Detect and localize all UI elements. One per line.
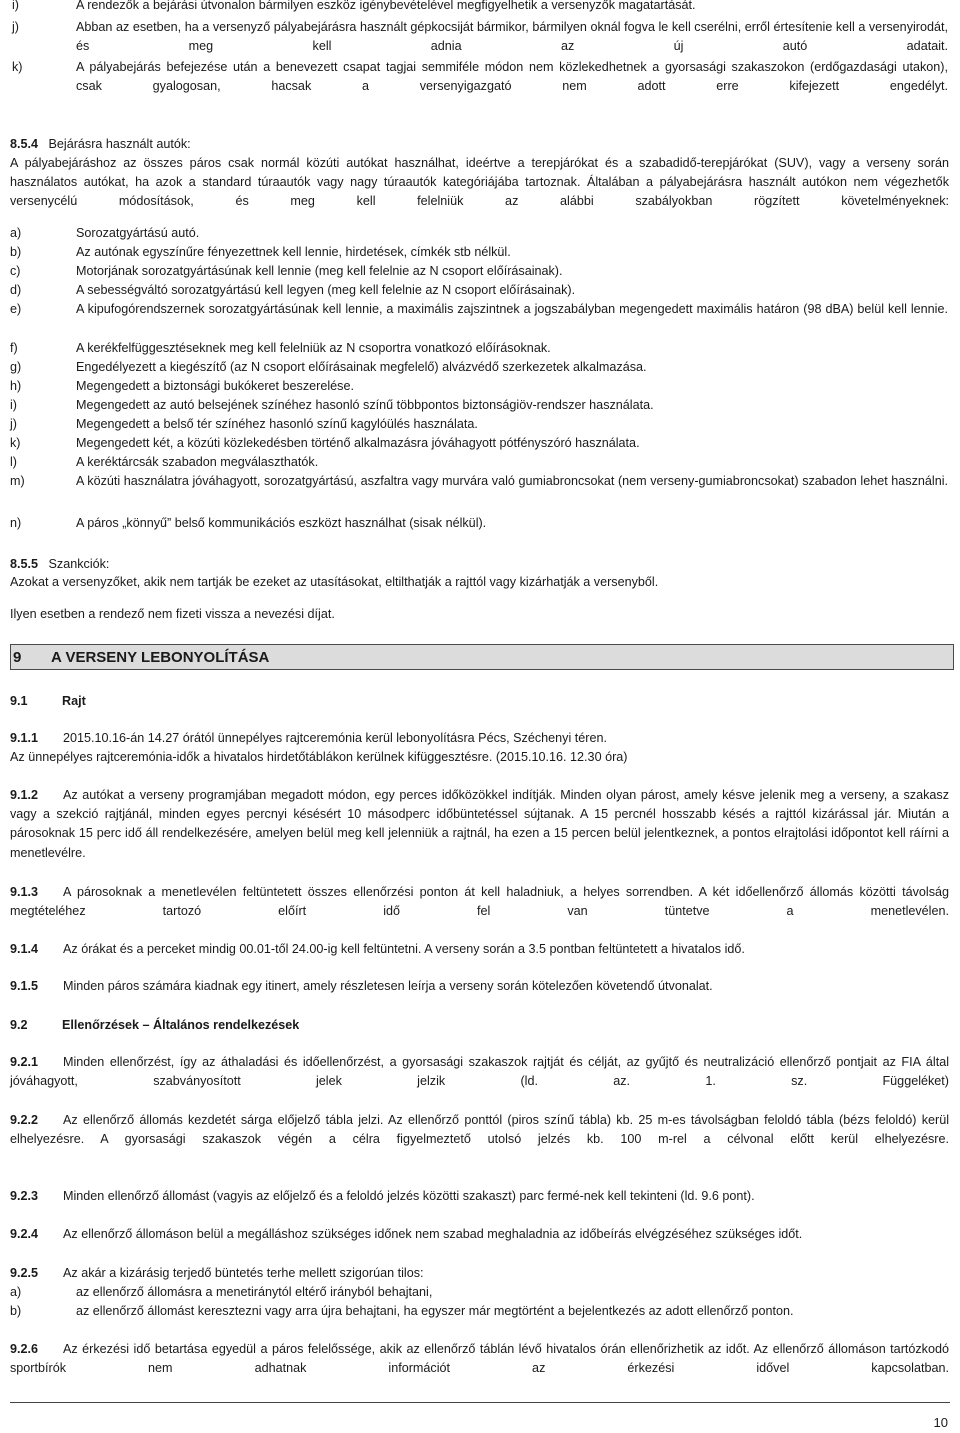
section-heading-854 (0, 135, 960, 154)
paragraph-915 (0, 977, 960, 996)
list-text: A sebességváltó sorozatgyártású kell legyen (meg kell felelnie az N csoport előírásainak). (76, 283, 576, 297)
list-label: f) (10, 341, 18, 355)
paragraph-text: Minden ellenőrzést, így az áthaladási és időellenőrzést, a gyorsasági szakaszok rajtját és célját, az gyűjtő és neutralizáció ellenőrző pontjait az FIA által jóváhagyott, szabványosított jelek jelzik (ld. az. 1. sz. Függeléket) (10, 1055, 949, 1089)
list-label: c) (10, 264, 21, 278)
paragraph-text: 2015.10.16-án 14.27 órától ünnepélyes rajtceremónia kerül lebonyolításra Pécs, Széchenyi téren. (63, 731, 607, 745)
paragraph-number: 9.2.6 (10, 1342, 39, 1356)
list-text: Abban az esetben, ha a versenyző pályabejárásra használt gépkocsiját bármikor, bármilyen oknál fogva le kell cserélni, erről értesítenie kell a versenyirodát, és meg kell adnia az új autó adatait. (76, 20, 948, 54)
paragraph-922 (0, 1111, 960, 1169)
list-label: a) (10, 226, 22, 240)
section-number: 9.2 (10, 1018, 28, 1032)
list-item (0, 262, 960, 281)
list-item (0, 18, 960, 56)
paragraph-number: 9.2.2 (10, 1113, 39, 1127)
list-text: Motorjának sorozatgyártásúnak kell lennie (meg kell felelnie az N csoport előírásainak). (76, 264, 563, 278)
paragraph-text: Az órákat és a perceket mindig 00.01-től 24.00-ig kell feltüntetni. A verseny során a 3.5 pontban feltüntetett a hivatalos idő. (63, 942, 745, 956)
page-number: 10 (933, 1415, 948, 1430)
paragraph-text: Az autókat a verseny programjában megadott módon, egy perces időközökkel indítják. Minden olyan párost, amely késve jelenik meg a verseny, a szakasz vagy a szekció rajtjánál, minden egyes percnyi késésért 10 másodperc időbüntetéssel sújtanak. A 15 percnél hosszabb késés a rajttól kizárással jár. Miután a párosoknak 15 perc idő áll rendelkezésére, amelyen belül meg kell jelenniük a rajtnál, ha ezen a 15 percen belül jelentkeznek, a pontos elrajtolási időpontot kell ráírni a menetlevélre. (10, 788, 949, 860)
list-text: Megengedett a belső tér színéhez hasonló színű kagylóülés használata. (76, 417, 478, 431)
list-text: az ellenőrző állomást keresztezni vagy arra újra behajtani, ha egyszer már megtörtént a bejelentkezés az adott ellenőrző ponton. (76, 1304, 794, 1318)
list-item (0, 1283, 960, 1302)
section-heading-855 (0, 555, 960, 574)
list-label: l) (10, 455, 17, 469)
list-item (0, 415, 960, 434)
paragraph-926 (0, 1340, 960, 1378)
list-text: A rendezők a bejárási útvonalon bármilyen eszköz igénybevételével megfigyelhetik a versenyzők magatartását. (76, 0, 696, 12)
list-label: a) (10, 1285, 22, 1299)
paragraph-921 (0, 1053, 960, 1091)
paragraph-923 (0, 1187, 960, 1206)
paragraph: Az ünnepélyes rajtceremónia-idők a hivatalos hirdetőtáblákon kerülnek kifüggesztésre. (2015.10.16. 12.30 óra) (10, 750, 628, 764)
footer-divider (10, 1402, 950, 1403)
paragraph: A pályabejáráshoz az összes páros csak normál közúti autókat használhat, ideértve a terepjárókat és a szabadidő-terepjárókat (SUV), vagy a verseny során használatos autókat, ha azok a standard túraautók vagy nagy túraautók kategóriájába tartoznak. Általában a pályabejárásra használt autókon nem végezhetők versenycélú módosítások, és meg kell felelniük az alábbi szabályokban rögzített követelményeknek: (10, 156, 949, 209)
list-text: Megengedett két, a közúti közlekedésben történő alkalmazásra jóváhagyott pótfényszóró használata. (76, 436, 640, 450)
list-item (0, 358, 960, 377)
list-item (0, 58, 960, 98)
list-text: A keréktárcsák szabadon megválaszthatók. (76, 455, 319, 469)
paragraph-912 (0, 786, 960, 864)
list-item (0, 300, 960, 338)
list-item (0, 281, 960, 300)
section-title: Bejárásra használt autók: (48, 137, 191, 151)
paragraph-text: Minden páros számára kiadnak egy itinert, amely részletesen leírja a verseny során kötelezően követendő útvonalat. (63, 979, 713, 993)
section-title: Szankciók: (48, 557, 110, 571)
paragraph: Azokat a versenyzőket, akik nem tartják be ezeket az utasításokat, eltilthatják a rajttól vagy kizárhatják a versenyből. (10, 575, 659, 589)
list-label: m) (10, 474, 25, 488)
list-label: i) (12, 0, 19, 12)
section-number: 8.5.5 (10, 557, 39, 571)
list-text: Megengedett az autó belsejének színéhez hasonló színű többpontos biztonságiöv-rendszer használata. (76, 398, 654, 412)
list-text: A pályabejárás befejezése után a benevezett csapat tagjai semmiféle módon nem közlekedhetnek a gyorsasági szakaszokon (erdőgazdasági utakon), csak gyalogosan, hacsak a versenyigazgató nem adott erre kifejezett engedélyt. (76, 60, 948, 94)
paragraph-914 (0, 940, 960, 959)
list-label: h) (10, 379, 22, 393)
paragraph-number: 9.1.1 (10, 731, 39, 745)
paragraph-number: 9.2.1 (10, 1055, 39, 1069)
list-text: Megengedett a biztonsági bukókeret beszerelése. (76, 379, 354, 393)
chapter-heading (10, 644, 954, 670)
chapter-number: 9 (13, 649, 22, 666)
list-label: g) (10, 360, 22, 374)
paragraph-number: 9.1.2 (10, 788, 39, 802)
list-text: A kerékfelfüggesztéseknek meg kell felelniük az N csoportra vonatkozó előírásoknak. (76, 341, 551, 355)
list-label: i) (10, 398, 17, 412)
list-item (0, 224, 960, 243)
paragraph-911 (0, 729, 960, 748)
list-item (0, 243, 960, 262)
list-item (0, 472, 960, 510)
list-label: d) (10, 283, 22, 297)
list-text: A páros „könnyű” belső kommunikációs eszközt használhat (sisak nélkül). (76, 516, 487, 530)
paragraph-text: Az ellenőrző állomáson belül a megálláshoz szükséges időnek nem szabad meghaladnia az időbeírás elvégzéséhez szükséges időt. (63, 1227, 803, 1241)
section-title: Ellenőrzések – Általános rendelkezések (62, 1018, 300, 1032)
list-text: Sorozatgyártású autó. (76, 226, 200, 240)
list-item (0, 434, 960, 453)
section-title: Rajt (62, 694, 86, 708)
section-number: 9.1 (10, 694, 28, 708)
list-item (0, 339, 960, 358)
list-text: az ellenőrző állomásra a menetiránytól eltérő irányból behajtani, (76, 1285, 433, 1299)
paragraph-text: A párosoknak a menetlevélen feltüntetett összes ellenőrzési ponton át kell haladniuk, a helyes sorrendben. A két időellenőrző állomás közötti távolság megtételéhez tartozó előírt idő fel van tüntetve a menetlevélen. (10, 885, 949, 919)
section-number: 8.5.4 (10, 137, 39, 151)
paragraph-924 (0, 1225, 960, 1244)
list-label: j) (12, 20, 19, 34)
paragraph-text: Az ellenőrző állomás kezdetét sárga előjelző tábla jelzi. Az ellenőrző ponttól (piros színű tábla) kb. 25 m-es távolságban feloldó tábla (bézs feloldó) kerül elhelyezésre. A gyorsasági szakaszok végén a célra figyelmeztető utolsó jelzés kb. 100 m-rel a célvonal előtt kerül elhelyezésre. (10, 1113, 949, 1147)
section-heading-91 (0, 692, 960, 711)
list-item (0, 1302, 960, 1321)
section-heading-92 (0, 1016, 960, 1035)
list-label: n) (10, 516, 22, 530)
paragraph-text: Az akár a kizárásig terjedő büntetés terhe mellett szigorúan tilos: (63, 1266, 424, 1280)
list-text: Engedélyezett a kiegészítő (az N csoport előírásainak megfelelő) alvázvédő szerkezetek alkalmazása. (76, 360, 647, 374)
list-text: Az autónak egyszínűre fényezettnek kell lennie, hirdetések, címkék stb nélkül. (76, 245, 511, 259)
list-item (0, 377, 960, 396)
paragraph-number: 9.2.3 (10, 1189, 39, 1203)
list-label: b) (10, 1304, 22, 1318)
list-text: A kipufogórendszernek sorozatgyártásúnak kell lennie, a maximális zajszintnek a jogszabályban megengedett maximális határon (98 dBA) belül kell lennie. (76, 302, 948, 316)
list-label: e) (10, 302, 22, 316)
paragraph-number: 9.1.5 (10, 979, 39, 993)
list-item (0, 0, 960, 15)
paragraph-number: 9.1.4 (10, 942, 39, 956)
list-label: j) (10, 417, 17, 431)
paragraph: Ilyen esetben a rendező nem fizeti vissza a nevezési díjat. (10, 607, 335, 621)
list-item (0, 396, 960, 415)
paragraph-text: Az érkezési idő betartása egyedül a páros felelőssége, akik az ellenőrző táblán lévő hivatalos órán ellenőrizhetik az időt. Az ellenőrző állomáson tartózkodó sportbírók nem adhatnak információt az érkezési idővel kapcsolatban. (10, 1342, 949, 1376)
list-label: k) (12, 60, 23, 74)
chapter-title: A VERSENY LEBONYOLÍTÁSA (51, 649, 270, 666)
list-label: k) (10, 436, 21, 450)
list-item (0, 453, 960, 472)
list-label: b) (10, 245, 22, 259)
paragraph-913 (0, 883, 960, 921)
list-item (0, 514, 960, 533)
paragraph-number: 9.2.5 (10, 1266, 39, 1280)
paragraph-number: 9.1.3 (10, 885, 39, 899)
paragraph-text: Minden ellenőrző állomást (vagyis az előjelző és a feloldó jelzés közötti szakaszt) parc fermé-nek kell tekinteni (ld. 9.6 pont). (63, 1189, 755, 1203)
list-text: A közúti használatra jóváhagyott, sorozatgyártású, aszfaltra vagy murvára való gumiabroncsokat (nem verseny-gumiabroncsokat) szabadon lehet használni. (76, 474, 948, 488)
paragraph-number: 9.2.4 (10, 1227, 39, 1241)
paragraph-925 (0, 1264, 960, 1283)
